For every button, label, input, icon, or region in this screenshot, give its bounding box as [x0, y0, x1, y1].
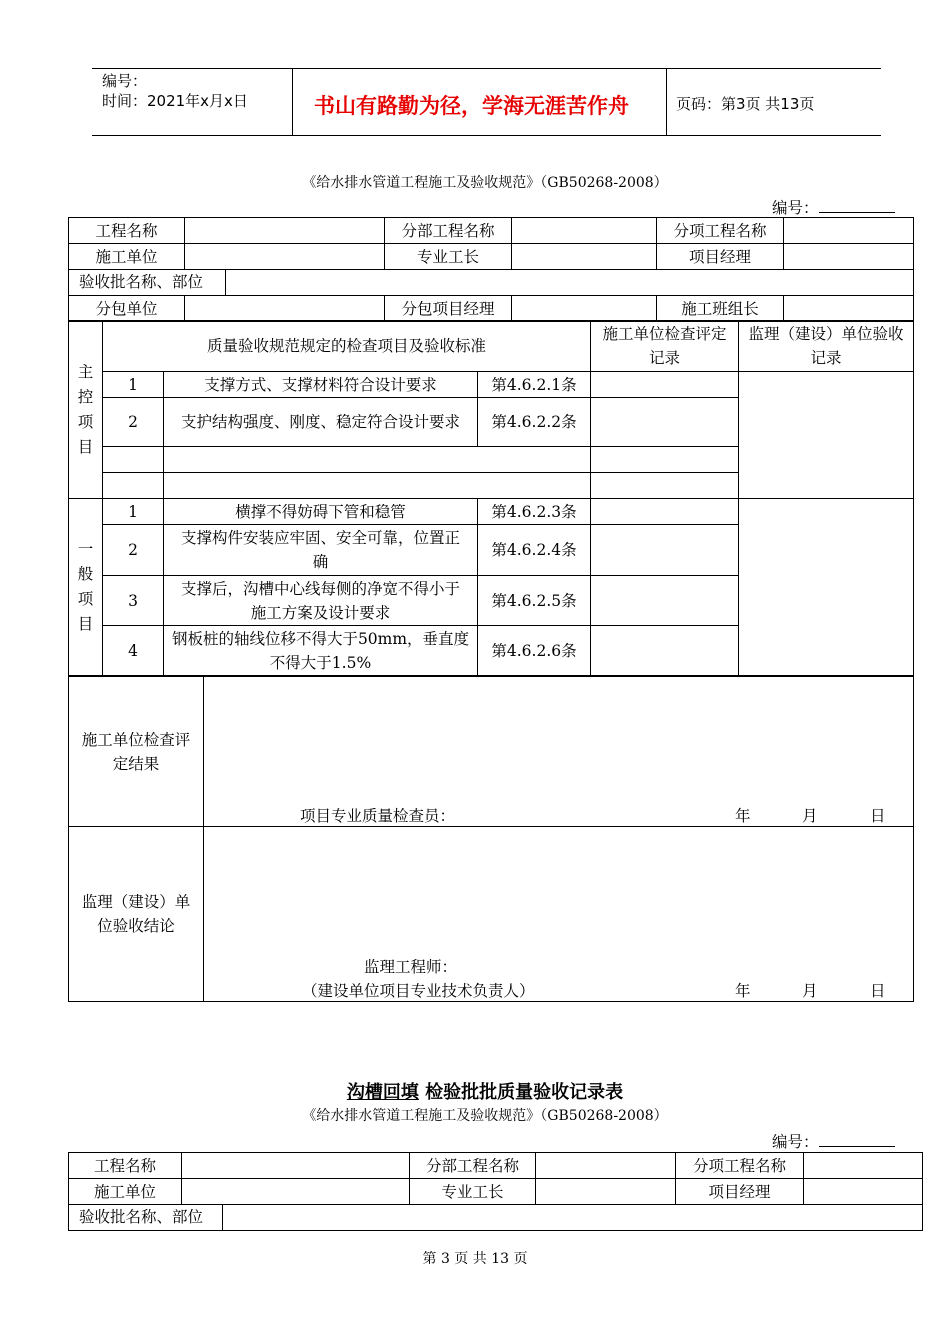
main-item-1-no: 1 — [103, 372, 164, 398]
general-item-3-record[interactable] — [591, 576, 739, 626]
form1-result-year: 年 — [735, 807, 751, 825]
form1-items-table — [68, 320, 914, 676]
form2-project-name-field[interactable] — [182, 1153, 410, 1179]
general-item-3-text: 支撑后，沟槽中心线每侧的净宽不得小于施工方案及设计要求 — [164, 576, 478, 626]
form1-col-self-check: 施工单位检查评定记录 — [591, 321, 739, 372]
main-item-1-clause: 第4.6.2.1条 — [478, 372, 591, 398]
form2-number-blank[interactable] — [819, 1132, 895, 1147]
form1-sub-project-field[interactable] — [512, 218, 657, 244]
form1-batch-row — [69, 270, 914, 296]
form1-team-leader-field[interactable] — [784, 296, 914, 322]
main-blank-row-1-no — [103, 447, 164, 473]
form2-sub-project-field[interactable] — [536, 1153, 676, 1179]
form1-subcontract-manager-field[interactable] — [512, 296, 657, 322]
form1-construction-unit-label: 施工单位 — [69, 244, 185, 270]
form2-info-table — [68, 1152, 923, 1231]
form2-item-project-label: 分项工程名称 — [676, 1153, 804, 1179]
header-page-label: 页码：第3页 共13页 — [676, 95, 815, 113]
form1-sub-project-label: 分部工程名称 — [385, 218, 512, 244]
main-blank-row-1-text[interactable] — [164, 447, 591, 473]
form1-result-day: 日 — [870, 807, 886, 825]
header-divider-right — [666, 68, 667, 136]
general-item-1-record[interactable] — [591, 499, 739, 525]
header-time: 时间：2021年x月x日 — [102, 92, 248, 110]
form1-owner-label: （建设单位项目专业技术负责人） — [302, 982, 535, 1000]
form2-manager-label: 项目经理 — [676, 1179, 804, 1205]
form1-col-standard: 质量验收规范规定的检查项目及验收标准 — [103, 321, 591, 372]
form1-subcontract-unit-field[interactable] — [185, 296, 385, 322]
form1-main-label-text: 主控项目 — [77, 362, 94, 456]
form1-col-supervision: 监理（建设）单位验收记录 — [739, 321, 914, 372]
form1-construction-unit-field[interactable] — [185, 244, 385, 270]
form1-number-blank[interactable] — [819, 198, 895, 213]
main-supervision-record[interactable] — [739, 372, 914, 499]
form2-batch-field[interactable] — [223, 1205, 922, 1230]
main-item-2-clause: 第4.6.2.2条 — [478, 398, 591, 447]
form2-project-name-label: 工程名称 — [69, 1153, 182, 1179]
main-blank-row-2-record[interactable] — [591, 473, 739, 499]
form1-project-name-field[interactable] — [185, 218, 385, 244]
form1-inspector-label: 项目专业质量检查员： — [300, 807, 456, 825]
general-item-2-clause: 第4.6.2.4条 — [478, 525, 591, 576]
general-item-2-text: 支撑构件安装应牢固、安全可靠，位置正确 — [164, 525, 478, 576]
form2-number — [772, 1130, 895, 1152]
form2-construction-unit-field[interactable] — [182, 1179, 410, 1205]
form1-conclusion-day: 日 — [870, 982, 886, 1000]
form1-item-project-field[interactable] — [784, 218, 914, 244]
form1-general-label — [69, 499, 103, 676]
form2-sub-project-label: 分部工程名称 — [410, 1153, 536, 1179]
form1-project-name-label: 工程名称 — [69, 218, 185, 244]
main-blank-row-2-text[interactable] — [164, 473, 591, 499]
main-blank-row-2-no — [103, 473, 164, 499]
main-item-2-text: 支护结构强度、刚度、稳定符合设计要求 — [164, 398, 478, 447]
general-item-3-clause: 第4.6.2.5条 — [478, 576, 591, 626]
general-item-3-no: 3 — [103, 576, 164, 626]
form1-conclusion-label: 监理（建设）单位验收结论 — [69, 827, 204, 1002]
form1-subcontract-unit-label: 分包单位 — [69, 296, 185, 322]
form2-foreman-field[interactable] — [536, 1179, 676, 1205]
general-item-2-no: 2 — [103, 525, 164, 576]
header-motto: 书山有路勤为径，学海无涯苦作舟 — [314, 94, 629, 118]
general-supervision-record[interactable] — [739, 499, 914, 676]
form2-title — [0, 1078, 950, 1104]
form1-batch-label: 验收批名称、部位 — [69, 270, 226, 295]
general-item-1-no: 1 — [103, 499, 164, 525]
form1-result-table — [68, 676, 914, 1002]
form1-result-month: 月 — [802, 807, 818, 825]
form1-foreman-label: 专业工长 — [385, 244, 512, 270]
form1-result-label: 施工单位检查评定结果 — [69, 677, 204, 827]
form1-engineer-label: 监理工程师： — [364, 958, 458, 976]
form2-construction-unit-label: 施工单位 — [69, 1179, 182, 1205]
form2-batch-row — [69, 1205, 923, 1231]
form1-item-project-label: 分项工程名称 — [657, 218, 784, 244]
form1-conclusion-month: 月 — [802, 982, 818, 1000]
form1-main-label — [69, 321, 103, 499]
main-item-1-text: 支撑方式、支撑材料符合设计要求 — [164, 372, 478, 398]
form2-foreman-label: 专业工长 — [410, 1179, 536, 1205]
form2-batch-label: 验收批名称、部位 — [69, 1205, 223, 1230]
form2-title-rest: 检验批批质量验收记录表 — [418, 1082, 624, 1103]
form2-standard: 《给水排水管道工程施工及验收规范》（GB50268-2008） — [302, 1108, 668, 1124]
general-item-1-clause: 第4.6.2.3条 — [478, 499, 591, 525]
general-item-2-record[interactable] — [591, 525, 739, 576]
footer-page: 第 3 页 共 13 页 — [422, 1251, 528, 1267]
form1-info-table — [68, 217, 914, 322]
form1-foreman-field[interactable] — [512, 244, 657, 270]
header-top-rule — [92, 68, 881, 69]
form1-number — [772, 196, 895, 218]
header-number-label: 编号： — [102, 72, 148, 90]
form1-standard: 《给水排水管道工程施工及验收规范》（GB50268-2008） — [302, 175, 668, 191]
form1-general-label-text: 一般项目 — [77, 540, 94, 633]
form2-title-underlined: 沟槽回填 — [346, 1082, 419, 1103]
header-bottom-rule — [92, 135, 881, 136]
general-item-4-clause: 第4.6.2.6条 — [478, 626, 591, 676]
header-divider-left — [292, 68, 293, 136]
general-item-1-text: 横撑不得妨碍下管和稳管 — [164, 499, 478, 525]
form2-item-project-field[interactable] — [804, 1153, 923, 1179]
main-item-2-no: 2 — [103, 398, 164, 447]
form1-team-leader-label: 施工班组长 — [657, 296, 784, 322]
form1-manager-label: 项目经理 — [657, 244, 784, 270]
form2-manager-field[interactable] — [804, 1179, 923, 1205]
form1-conclusion-year: 年 — [735, 982, 751, 1000]
main-item-1-record[interactable] — [591, 372, 739, 398]
form1-number-label: 编号： — [772, 199, 819, 217]
general-item-4-text: 钢板桩的轴线位移不得大于50mm，垂直度不得大于1.5% — [164, 626, 478, 676]
form1-subcontract-manager-label: 分包项目经理 — [385, 296, 512, 322]
main-blank-row-1-record[interactable] — [591, 447, 739, 473]
form2-number-label: 编号： — [772, 1133, 819, 1151]
general-item-4-no: 4 — [103, 626, 164, 676]
form1-conclusion-field[interactable] — [204, 827, 914, 1002]
general-item-4-record[interactable] — [591, 626, 739, 676]
main-item-2-record[interactable] — [591, 398, 739, 447]
form1-manager-field[interactable] — [784, 244, 914, 270]
form1-batch-field[interactable] — [226, 270, 913, 295]
